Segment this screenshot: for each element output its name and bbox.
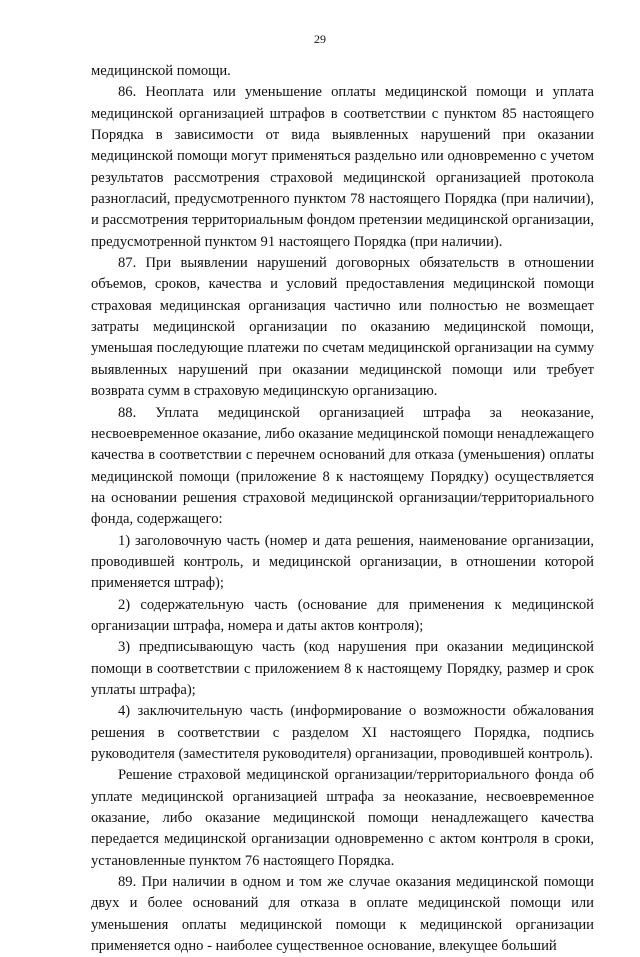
list-item-3: 3) предписывающую часть (код нарушения при оказании медицинской помощи в соответствии с приложением 8 к настоящему Порядку, размер и срок уплаты штрафа); <box>91 639 594 698</box>
page-number: 29 <box>314 32 326 46</box>
list-item-1: 1) заголовочную часть (номер и дата решения, наименование организации, проводившей контроль, и медицинской организации, в отношении которой применяется штраф); <box>91 532 594 592</box>
paragraph-continuation: медицинской помощи. <box>91 63 231 79</box>
paragraph-decision: Решение страховой медицинской организации/территориального фонда об уплате медицинской организацией штрафа за неоказание, несвоевременное оказание, либо оказание медицинской помощи ненадлежащего качества передается медицинской организации одновременно с актом контроля в сроки, установленные пунктом 76 настоящего Порядка. <box>91 767 594 869</box>
document-body <box>91 61 594 957</box>
paragraph-87: 87. При выявлении нарушений договорных обязательств в отношении объемов, сроков, качества и условий предоставления медицинской помощи страховая медицинская организация частично или полностью не возмещает затраты медицинской организации по оказанию медицинской помощи, уменьшая последующие платежи по счетам медицинской организации на сумму выявленных нарушений при оказании медицинской помощи или требует возврата сумм в страховую медицинскую организацию. <box>91 255 594 400</box>
paragraph-88: 88. Уплата медицинской организацией штрафа за неоказание, несвоевременное оказание, либо оказание медицинской помощи ненадлежащего качества в соответствии с перечнем оснований для отказа (уменьшения) оплаты медицинской помощи (приложение 8 к настоящему Порядку) осуществляется на основании решения страховой медицинской организации/территориального фонда, содержащего: <box>91 404 594 528</box>
paragraph-89: 89. При наличии в одном и том же случае оказания медицинской помощи двух и более оснований для отказа в оплате медицинской помощи или уменьшения оплаты медицинской помощи к медицинской организации применяется одно - наиболее существенное основание, влекущее больший <box>91 874 594 955</box>
paragraph-86: 86. Неоплата или уменьшение оплаты медицинской помощи и уплата медицинской организацией штрафов в соответствии с пунктом 85 настоящего Порядка в зависимости от вида выявленных нарушений при оказании медицинской помощи могут применяться раздельно или одновременно с учетом результатов рассмотрения страховой медицинской организацией протокола разногласий, предусмотренного пунктом 78 настоящего Порядка (при наличии), и рассмотрения территориальным фондом претензии медицинской организации, предусмотренной пунктом 91 настоящего Порядка (при наличии). <box>91 84 594 250</box>
list-item-4: 4) заключительную часть (информирование о возможности обжалования решения в соответствии с разделом XI настоящего Порядка, подпись руководителя (заместителя руководителя) организации, проводившей контроль). <box>91 703 594 762</box>
list-item-2: 2) содержательную часть (основание для применения к медицинской организации штрафа, номера и даты актов контроля); <box>91 596 594 634</box>
